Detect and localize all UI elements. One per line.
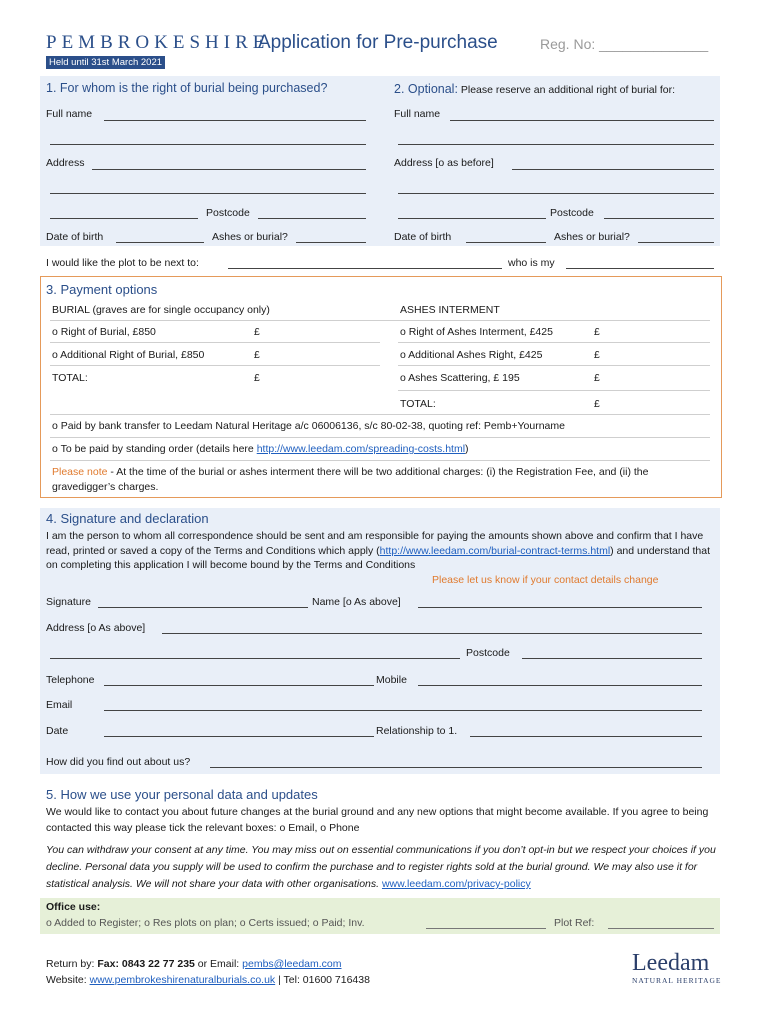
email-link[interactable]: pembs@leedam.com (242, 958, 342, 970)
reg-number-field[interactable]: Reg. No: ______________ (540, 36, 709, 52)
email-label: Email (46, 699, 73, 711)
s1-address-field-3[interactable] (50, 218, 198, 219)
row-divider (50, 320, 710, 321)
s2-dob-field[interactable] (466, 242, 546, 243)
postcode-field[interactable] (522, 658, 702, 659)
row-divider (50, 365, 380, 366)
ashes-header: ASHES INTERMENT (400, 304, 500, 316)
s2-fullname-label: Full name (394, 108, 441, 120)
contact-consent-text[interactable]: We would like to contact you about future changes at the burial ground and any new options that might become available. If you agree to being contacted this way please tick the relevant boxes: o Email, o Phone (46, 806, 709, 834)
next-to-label: I would like the plot to be next to: (46, 257, 199, 269)
burial-row-label[interactable]: o Additional Right of Burial, £850 (52, 349, 205, 361)
s1-fullname-field-2[interactable] (50, 144, 366, 145)
ashes-row-label[interactable]: o Additional Ashes Right, £425 (400, 349, 543, 361)
plot-ref-field[interactable] (608, 928, 714, 929)
section3-title: 3. Payment options (46, 282, 158, 297)
date-field[interactable] (104, 736, 374, 737)
s2-address-field-2[interactable] (398, 193, 714, 194)
declaration-part-b: ) and understand that on completing this application I will become bound by the Terms and Conditions (46, 544, 710, 571)
s1-postcode-field[interactable] (258, 218, 366, 219)
leedam-logo (632, 950, 724, 992)
website-line (46, 974, 370, 986)
section1-panel (40, 76, 720, 246)
s2-fullname-field-2[interactable] (398, 144, 714, 145)
fax-number: Fax: 0843 22 77 235 (97, 958, 195, 970)
mobile-label: Mobile (376, 674, 407, 686)
burial-row-currency: £ (254, 326, 260, 338)
s2-dob-label: Date of birth (394, 231, 452, 243)
contact-change-note: Please let us know if your contact details change (432, 574, 659, 586)
date-label: Date (46, 725, 69, 737)
office-use-items[interactable]: o Added to Register; o Res plots on plan; o Certs issued; o Paid; Inv. (46, 917, 365, 929)
ashes-row-label[interactable]: o Right of Ashes Interment, £425 (400, 326, 553, 338)
ashes-row-label[interactable]: o Ashes Scattering, £ 195 (400, 372, 520, 384)
find-out-label: How did you find out about us? (46, 756, 191, 768)
declaration-part-a: I am the person to whom all correspondence should be sent and am responsible for paying the amounts shown above and confirm that I have read, printed or saved a copy of the Terms and Conditions which apply ( (46, 530, 704, 557)
s1-fullname-label: Full name (46, 108, 93, 120)
burial-total-currency: £ (254, 372, 260, 384)
row-divider (398, 390, 710, 391)
address-label: Address [o As above] (46, 622, 146, 634)
s1-fullname-field[interactable] (104, 120, 366, 121)
name-field[interactable] (418, 607, 702, 608)
privacy-policy-link[interactable]: www.leedam.com/privacy-policy (381, 878, 531, 890)
address-field[interactable] (162, 633, 702, 634)
s2-address-label: Address [o as before] (394, 157, 494, 169)
payment-note (52, 465, 712, 495)
find-out-field[interactable] (210, 767, 702, 768)
return-line (46, 958, 342, 970)
spreading-costs-link[interactable]: http://www.leedam.com/spreading-costs.html (256, 443, 466, 455)
burial-total-label: TOTAL: (52, 372, 88, 384)
burial-row-currency: £ (254, 349, 260, 361)
section2-title (394, 82, 675, 96)
signature-label: Signature (46, 596, 91, 608)
s2-ashes-label: Ashes or burial? (554, 231, 630, 243)
section2-optional-label: 2. Optional: (394, 82, 458, 96)
row-divider (50, 460, 710, 461)
return-label: Return by: (46, 958, 95, 970)
address-field-2[interactable] (50, 658, 460, 659)
logo-name: Leedam (632, 950, 710, 976)
row-divider (398, 365, 710, 366)
declaration-text (46, 529, 714, 573)
held-until-badge: Held until 31st March 2021 (46, 56, 165, 69)
terms-link[interactable]: http://www.leedam.com/burial-contract-terms.html (379, 544, 611, 557)
plot-ref-label: Plot Ref: (554, 917, 595, 929)
ashes-total-label: TOTAL: (400, 398, 436, 410)
s2-fullname-field[interactable] (450, 120, 714, 121)
s1-ashes-field[interactable] (296, 242, 366, 243)
row-divider (50, 342, 380, 343)
or-email-text: or Email: (194, 958, 243, 970)
standing-order-text: o To be paid by standing order (details here (52, 443, 257, 455)
telephone-label: Telephone (46, 674, 95, 686)
s1-ashes-label: Ashes or burial? (212, 231, 288, 243)
s2-postcode-label: Postcode (550, 207, 594, 219)
who-is-label: who is my (508, 257, 555, 269)
standing-order-option[interactable] (52, 443, 469, 455)
ashes-total-currency: £ (594, 398, 600, 410)
privacy-paragraph: You can withdraw your consent at any time. You may miss out on essential communications if you don’t opt-in but we respect your choices if you decline. Personal data you supply will be used to confirm the purchase and to register rights sold at the burial ground. We may also use it for statistical analysis. We will not share your data with other organisations. (46, 844, 716, 890)
email-field[interactable] (104, 710, 702, 711)
relationship-label: Relationship to 1. (376, 725, 458, 737)
row-divider (50, 437, 710, 438)
relationship-field[interactable] (470, 736, 702, 737)
website-label: Website: (46, 974, 90, 986)
next-to-field[interactable] (228, 268, 502, 269)
burial-header: BURIAL (graves are for single occupancy only) (52, 304, 270, 316)
s2-postcode-field[interactable] (604, 218, 714, 219)
row-divider (398, 342, 710, 343)
office-use-title: Office use: (46, 901, 101, 913)
logo-subtitle: NATURAL HERITAGE (632, 976, 722, 985)
postcode-label: Postcode (466, 647, 510, 659)
ashes-row-currency: £ (594, 372, 600, 384)
s1-dob-field[interactable] (116, 242, 204, 243)
note-label: Please note (52, 466, 108, 478)
ashes-row-currency: £ (594, 326, 600, 338)
s2-address-field-3[interactable] (398, 218, 546, 219)
who-is-field[interactable] (566, 268, 714, 269)
s1-postcode-label: Postcode (206, 207, 250, 219)
s1-dob-label: Date of birth (46, 231, 104, 243)
section4-title: 4. Signature and declaration (46, 511, 209, 526)
burial-row-label[interactable]: o Right of Burial, £850 (52, 326, 156, 338)
ashes-row-currency: £ (594, 349, 600, 361)
note-text: - At the time of the burial or ashes interment there will be two additional charges: (i) the Registration Fee, and (ii) the gravedigger’s charges. (52, 466, 649, 493)
s2-ashes-field[interactable] (638, 242, 714, 243)
bank-transfer-option[interactable]: o Paid by bank transfer to Leedam Natural Heritage a/c 06006136, s/c 80-02-38, quoting ref: Pemb+Yourname (52, 420, 565, 432)
office-inv-field[interactable] (426, 928, 546, 929)
mobile-field[interactable] (418, 685, 702, 686)
s2-address-field[interactable] (512, 169, 714, 170)
s1-address-label: Address (46, 157, 85, 169)
telephone-field[interactable] (104, 685, 374, 686)
standing-order-suffix: ) (465, 443, 469, 455)
page-title: Application for Pre-purchase (258, 32, 498, 53)
section1-title: 1. For whom is the right of burial being purchased? (46, 81, 328, 95)
signature-field[interactable] (98, 607, 308, 608)
brand-title: PEMBROKESHIRE (46, 32, 270, 53)
telephone-text: | Tel: 01600 716438 (275, 974, 370, 986)
name-label: Name [o As above] (312, 596, 401, 608)
privacy-italic-text (46, 842, 722, 893)
section5-title: 5. How we use your personal data and updates (46, 787, 318, 802)
website-link[interactable]: www.pembrokeshirenaturalburials.co.uk (89, 974, 276, 986)
s1-address-field[interactable] (92, 169, 366, 170)
s1-address-field-2[interactable] (50, 193, 366, 194)
section2-title-text: Please reserve an additional right of burial for: (460, 84, 676, 96)
row-divider (50, 414, 710, 415)
